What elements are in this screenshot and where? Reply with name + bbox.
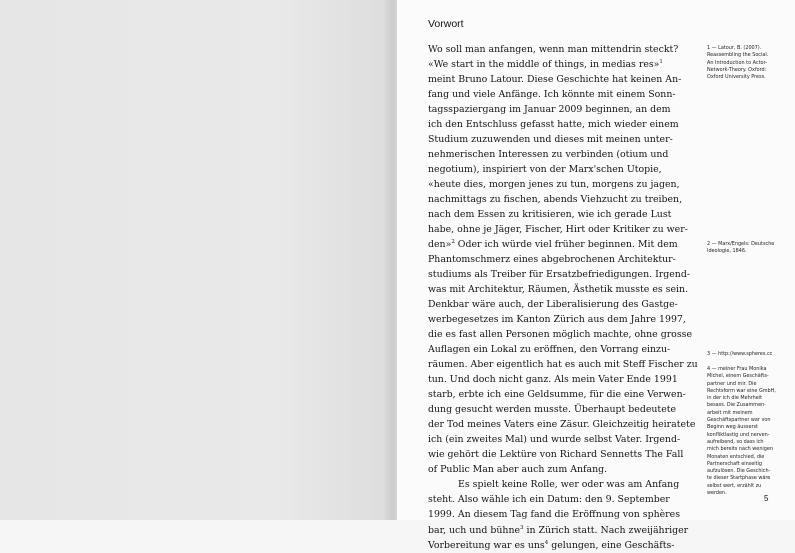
body-line-text: Vorbereitung war es uns — [428, 539, 545, 551]
body-line: tun. Und doch nicht ganz. Als mein Vater Ende 1991 — [428, 374, 678, 386]
body-line: ich (ein zweites Mal) und wurde selbst Vater. Irgend- — [428, 434, 681, 446]
footnote-line: Geschäftspartner war von — [707, 417, 771, 424]
footnote-line: konfliktlastig und nerven- — [707, 431, 770, 438]
footnote-line: Ideologie, 1846. — [707, 248, 747, 255]
body-line: «heute dies, morgen jenes zu tun, morgens zu jagen, — [428, 179, 680, 191]
footnote-line: An Introduction to Actor- — [707, 59, 767, 66]
body-line: der Tod meines Vaters eine Zäsur. Gleichzeitig heiratete — [428, 419, 696, 431]
left-page-blank — [0, 0, 397, 520]
body-line: ich den Entschluss gefasst hatte, mich wieder einem — [428, 119, 679, 131]
body-line: nachmittags zu fischen, abends Viehzucht zu treiben, — [428, 194, 683, 206]
footnote-line: 4 — meiner Frau Monika — [707, 366, 767, 372]
body-line: Denkbar wäre auch, der Liberalisierung des Gastge- — [428, 299, 678, 311]
body-line-text: gelungen, eine Geschäfts- — [548, 539, 675, 551]
body-line: räumen. Aber eigentlich hat es auch mit Steff Fischer zu — [428, 359, 698, 371]
footnote-line: Monaten entschied, die — [707, 453, 765, 460]
body-line-text: «We start in the middle of things, in medias res» — [428, 59, 660, 71]
footnote-line: Rechtsform war eine GmbH, — [707, 387, 776, 394]
body-line: habe, ohne je Jäger, Fischer, Hirt oder Kritiker zu wer- — [428, 224, 688, 236]
body-line: Auflagen ein Lokal zu eröffnen, den Vorrang einzu- — [428, 344, 671, 356]
body-line — [428, 538, 690, 553]
body-line: werbegesetzes im Kanton Zürich aus dem Jahre 1997, — [428, 314, 686, 326]
body-line — [428, 523, 690, 538]
footnote-line: Oxford University Press. — [707, 74, 766, 81]
body-line-text: den» — [428, 239, 452, 251]
footnote-line: in der ich die Mehrheit — [707, 395, 763, 402]
body-line: studiums als Treiber für Ersatzbefriedigungen. Irgend- — [428, 269, 691, 281]
page-number: 5 — [764, 494, 769, 503]
footnote-line: selbst wert, erzählt zu — [707, 482, 762, 489]
body-line: die es fast allen Personen möglich machte, ohne grosse — [428, 329, 693, 341]
body-line: wie gehört die Lektüre von Richard Sennetts The Fall — [428, 449, 684, 461]
body-line: tagsspaziergang im Januar 2009 beginnen, an dem — [428, 104, 671, 116]
body-line-text: Oder ich würde viel früher beginnen. Mit dem — [454, 239, 678, 251]
footnote-4 — [707, 366, 785, 497]
footnote-marker-1: 1 — [659, 59, 663, 66]
footnote-line: 2 — Marx/Engels: Deutsche — [707, 241, 775, 247]
footnote-line: mich bereits nach wenigen — [707, 446, 773, 453]
footnote-line: Network-Theory. Oxford: — [707, 66, 767, 73]
body-line: steht. Also wähle ich ein Datum: den 9. September — [428, 494, 670, 506]
body-line: nach dem Essen zu kritisieren, wie ich gerade Lust — [428, 209, 672, 221]
body-line: dung gesucht werden musste. Überhaupt bedeutete — [428, 404, 677, 416]
footnote-line: 1 — Latour, B. (2007). — [707, 45, 762, 51]
body-text — [428, 42, 698, 553]
footnote-line: 3 — http://www.spheres.cc — [707, 351, 773, 357]
chapter-heading: Vorwort — [428, 18, 464, 30]
body-line: nehmerischen Interessen zu verbinden (otium und — [428, 149, 669, 161]
footnote-line: partner und mir. Die — [707, 380, 757, 387]
footnote-line: aufreibend, so dass ich — [707, 438, 764, 445]
body-line: negotium), inspiriert von der Marx'schen Utopie, — [428, 164, 662, 176]
footnote-marker-3: 3 — [520, 524, 524, 531]
footnote-marker-4: 4 — [544, 539, 549, 546]
footnote-line: arbeit mit meinem — [707, 409, 753, 416]
footnote-line: besass. Die Zusammen- — [707, 402, 766, 409]
footnote-line: Beginn weg äusserst — [707, 424, 758, 431]
body-line-text: in Zürich statt. Nach zweijähriger — [523, 524, 689, 536]
body-line: meint Bruno Latour. Diese Geschichte hat keinen An- — [428, 74, 682, 86]
footnote-line: Partnerschaft einseitig — [707, 460, 762, 467]
body-line: Es spielt keine Rolle, wer oder was am Anfang — [458, 479, 680, 491]
body-line — [428, 57, 690, 72]
footnote-line: aufzulösen. Die Geschich- — [707, 468, 771, 475]
footnote-marker-2: 2 — [451, 239, 455, 246]
footnote-line: Reassembling the Social. — [707, 52, 769, 59]
footnote-line: Michel, einem Geschäfts- — [707, 373, 769, 380]
body-line-text: bar, uch und bühne — [428, 524, 521, 536]
body-line: Wo soll man anfangen, wenn man mittendrin steckt? — [428, 44, 679, 55]
body-line: was mit Architektur, Räumen, Ästhetik musste es sein. — [428, 284, 689, 296]
body-line: fang und viele Anfänge. Ich könnte mit einem Sonn- — [428, 89, 676, 101]
body-line: Studium zuzuwenden und dieses mit meinen unter- — [428, 134, 673, 146]
body-line: Phantomschmerz eines abgebrochenen Architektur- — [428, 254, 676, 266]
footnote-3 — [707, 351, 785, 358]
footnote-line: werden. — [707, 490, 727, 497]
body-line: of Public Man aber auch zum Anfang. — [428, 464, 608, 476]
body-line: starb, erbte ich eine Geldsumme, für die eine Verwen- — [428, 389, 686, 401]
body-line: 1999. An diesem Tag fand die Eröffnung von sphères — [428, 509, 681, 521]
footnote-2 — [707, 241, 785, 256]
footnote-line: te dieser Startphase wäre — [707, 475, 771, 482]
footnote-1 — [707, 45, 785, 81]
body-line — [428, 237, 690, 252]
